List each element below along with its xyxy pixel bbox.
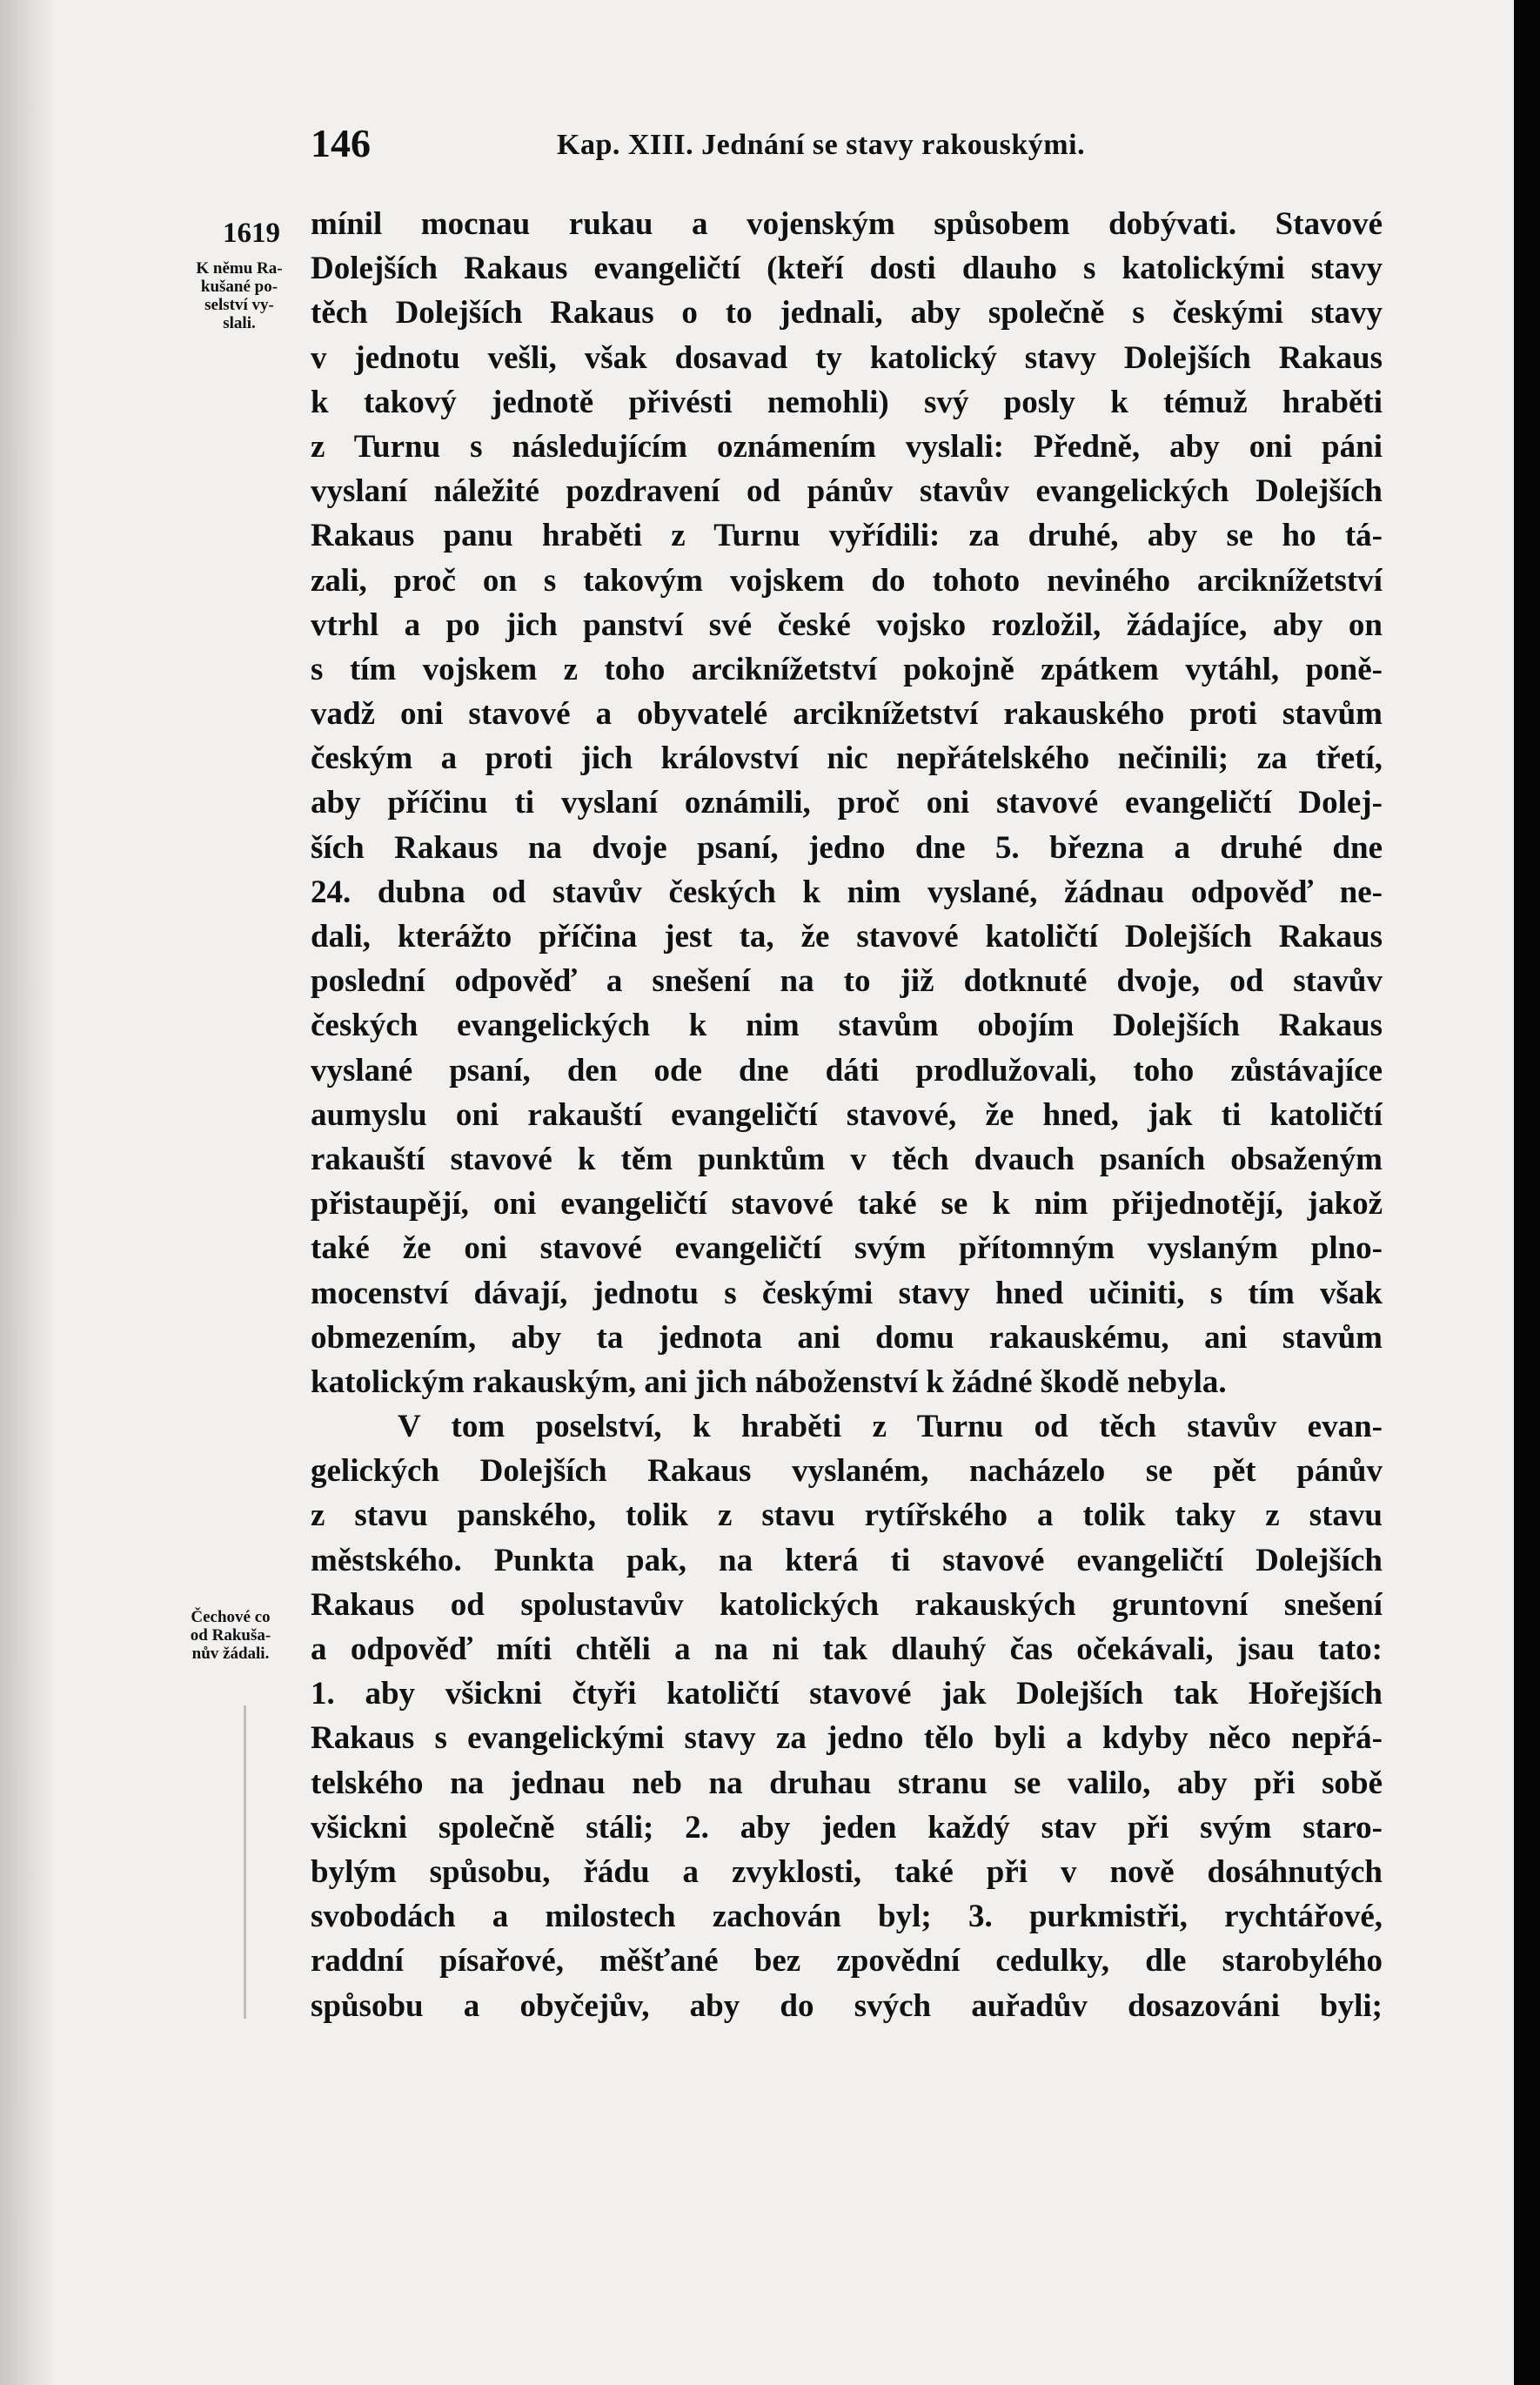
body-text: [311, 202, 1383, 2028]
text-line: těch Dolejších Rakaus o to jednali, aby společně s českými stavy: [311, 295, 1383, 332]
scan-border: [1514, 0, 1540, 2385]
text-line: Dolejších Rakaus evangeličtí (kteří dosti dlauho s katolickými stavy: [311, 251, 1383, 287]
margin-note-envoys: [174, 259, 305, 332]
text-line: aumyslu oni rakauští evangeličtí stavové, že hned, jak ti katoličtí: [311, 1096, 1383, 1133]
page-edge-shadow: [0, 0, 52, 2385]
text-line: také že oni stavové evangeličtí svým přítomným vyslaným plno-: [311, 1230, 1383, 1267]
margin-note-line: kušané po-: [200, 278, 278, 296]
margin-note-line: selství vy-: [204, 296, 274, 314]
text-line: zali, proč on s takovým vojskem do tohoto neviného arciknížetství: [311, 562, 1383, 599]
text-line: aby příčinu ti vyslaní oznámili, proč oni stavové evangeličtí Dolej-: [311, 785, 1383, 821]
margin-note-line: K němu Ra-: [196, 259, 283, 278]
text-line: v jednotu vešli, však dosavad ty katolický stavy Dolejších Rakaus: [311, 339, 1383, 376]
page-number: 146: [311, 121, 371, 165]
text-line: spůsobu a obyčejův, aby do svých auřadův dosazováni byli;: [311, 1987, 1383, 2024]
text-line: vyslané psaní, den ode dne dáti prodlužovali, toho zůstávajíce: [311, 1052, 1383, 1089]
page-header: [311, 120, 1389, 172]
text-line: rakauští stavové k těm punktům v těch dvauch psaních obsaženým: [311, 1141, 1383, 1177]
text-line: vadž oni stavové a obyvatelé arciknížetství rakauského proti stavům: [311, 696, 1383, 733]
text-line: z Turnu s následujícím oznámením vyslali: Předně, aby oni páni: [311, 428, 1383, 465]
text-line: 24. dubna od stavův českých k nim vyslané, žádnau odpověď ne-: [311, 874, 1383, 910]
margin-note-line: nův žádali.: [191, 1645, 270, 1663]
text-line-paragraph-start: V tom poselství, k hraběti z Turnu od těch stavův evan-: [398, 1409, 1383, 1445]
text-line: telského na jednau neb na druhau stranu se valilo, aby při sobě: [311, 1765, 1383, 1801]
text-line: ších Rakaus na dvoje psaní, jedno dne 5. března a druhé dne: [311, 829, 1383, 866]
margin-note-line: od Rakuša-: [190, 1626, 271, 1645]
text-line: z stavu panského, tolik z stavu rytířského a tolik taky z stavu: [311, 1497, 1383, 1534]
text-line: a odpověď míti chtěli a na ni tak dlauhý čas očekávali, jsau tato:: [311, 1631, 1383, 1667]
margin-note-demands: [165, 1608, 296, 1663]
text-line: katolickým rakauským, ani jich náboženství k žádné škodě nebyla.: [311, 1363, 1227, 1400]
marginal-pencil-mark: [244, 1705, 246, 2019]
margin-note-line: slali.: [223, 314, 256, 332]
text-line: vtrhl a po jich panství své české vojsko rozložil, žádajíce, aby on: [311, 606, 1383, 643]
text-line: bylým spůsobu, řádu a zvyklosti, také při v nově dosáhnutých: [311, 1853, 1383, 1890]
text-line: poslední odpověď a snešení na to již dotknuté dvoje, od stavův: [311, 963, 1383, 1000]
margin-year: 1619: [223, 218, 280, 249]
text-line: 1. aby všickni čtyři katoličtí stavové jak Dolejších tak Hořejších: [311, 1676, 1383, 1712]
margin-note-line: Čechové co: [191, 1608, 271, 1626]
text-line: všickni společně stáli; 2. aby jeden každý stav při svým staro-: [311, 1809, 1383, 1846]
text-line: gelických Dolejších Rakaus vyslaném, nacházelo se pět pánův: [311, 1453, 1383, 1490]
text-line: Rakaus od spolustavův katolických rakauských gruntovní snešení: [311, 1586, 1383, 1623]
text-line: městského. Punkta pak, na která ti stavové evangeličtí Dolejších: [311, 1542, 1383, 1578]
text-line: k takový jednotě přivésti nemohli) svý posly k témuž hraběti: [311, 384, 1383, 420]
text-line: Rakaus panu hraběti z Turnu vyřídili: za druhé, aby se ho tá-: [311, 518, 1383, 554]
text-line: mínil mocnau rukau a vojenským spůsobem dobývati. Stavové: [311, 206, 1383, 242]
text-line: dali, kterážto příčina jest ta, že stavové katoličtí Dolejších Rakaus: [311, 919, 1383, 955]
text-line: přistaupějí, oni evangeličtí stavové také se k nim přijednotějí, jakož: [311, 1186, 1383, 1223]
text-line: svobodách a milostech zachován byl; 3. purkmistři, rychtářové,: [311, 1899, 1383, 1935]
text-line: mocenství dávají, jednotu s českými stavy hned učiniti, s tím však: [311, 1275, 1383, 1311]
text-line: českým a proti jich království nic nepřátelského nečinili; za třetí,: [311, 740, 1383, 777]
running-head: Kap. XIII. Jednání se stavy rakouskými.: [557, 129, 1086, 161]
text-line: obmezením, aby ta jednota ani domu rakauskému, ani stavům: [311, 1319, 1383, 1356]
text-line: raddní písařové, měšťané bez zpovědní cedulky, dle starobylého: [311, 1943, 1383, 1980]
text-line: vyslaní náležité pozdravení od pánův stavův evangelických Dolejších: [311, 473, 1383, 510]
text-line: Rakaus s evangelickými stavy za jedno tělo byli a kdyby něco nepřá-: [311, 1720, 1383, 1757]
text-line: s tím vojskem z toho arciknížetství pokojně zpátkem vytáhl, poně-: [311, 651, 1383, 687]
text-line: českých evangelických k nim stavům obojím Dolejších Rakaus: [311, 1008, 1383, 1044]
